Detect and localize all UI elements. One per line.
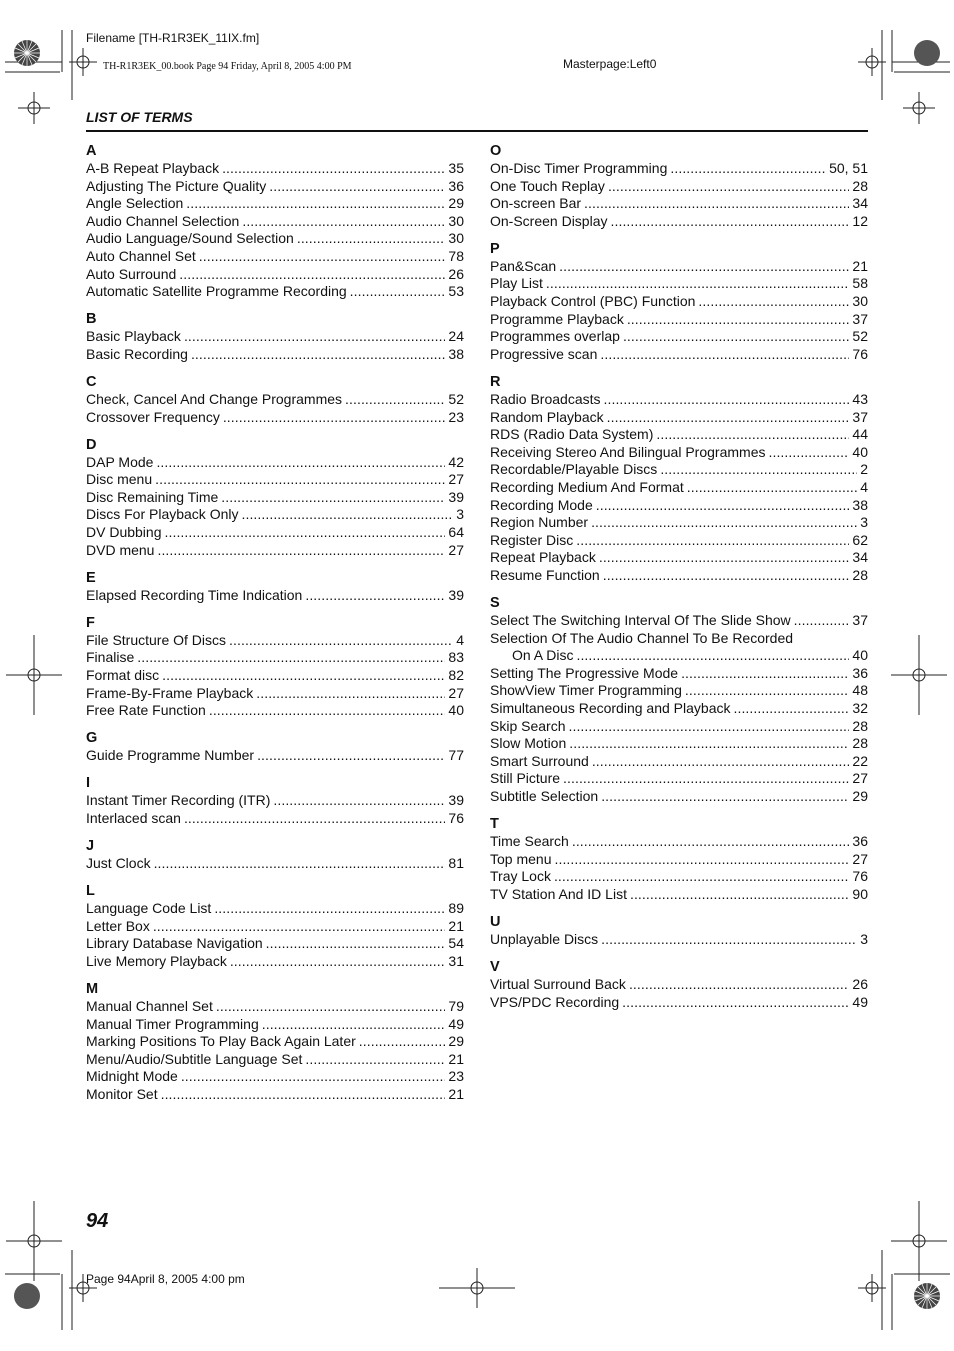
entry-term: Angle Selection <box>86 195 184 212</box>
entry-term: Auto Channel Set <box>86 247 196 264</box>
entry-term: TV Station And ID List <box>490 885 627 902</box>
entry-page: 49 <box>448 1015 464 1032</box>
entry-page: 36 <box>852 833 868 849</box>
entry-term: Automatic Satellite Programme Recording <box>86 283 347 300</box>
entry-term: Receiving Stereo And Bilingual Programmes <box>490 443 766 460</box>
entry-term: Interlaced scan <box>86 809 181 826</box>
entry-term: Subtitle Selection <box>490 787 599 804</box>
entry-page: 77 <box>448 747 464 764</box>
section-letter: T <box>490 816 499 832</box>
entry-term: File Structure Of Discs <box>86 631 227 648</box>
entry-term: Free Rate Function <box>86 702 206 719</box>
entry-page: 62 <box>852 531 868 548</box>
entry-page: 2 <box>860 461 868 478</box>
entry-term: Audio Language/Sound Selection <box>86 230 294 247</box>
entry-page: 30 <box>448 230 464 247</box>
entry-page: 78 <box>448 247 464 264</box>
entry-term: Audio Channel Selection <box>86 212 240 229</box>
entry-term: Manual Timer Programming <box>86 1015 259 1032</box>
section-letter: O <box>490 143 502 159</box>
section-letter: D <box>86 436 97 453</box>
entry-page: 24 <box>448 328 464 345</box>
entry-term: Live Memory Playback <box>86 952 227 969</box>
section-letter: U <box>490 913 501 930</box>
entry-page: 79 <box>448 998 464 1014</box>
entry-page: 64 <box>448 524 464 540</box>
entry-term: Elapsed Recording Time Indication <box>86 586 303 603</box>
entry-term: DAP Mode <box>86 453 154 470</box>
entry-page: 28 <box>852 177 868 194</box>
entry-term: Discs For Playback Only <box>86 506 239 523</box>
entry-term: Format disc <box>86 666 160 683</box>
section-letter: J <box>86 838 95 855</box>
entry-page: 37 <box>852 408 868 425</box>
section-letter: I <box>86 775 91 792</box>
entry-page: 42 <box>448 453 464 470</box>
entry-page: 32 <box>852 699 868 716</box>
entry-page: 39 <box>448 586 464 603</box>
entry-term: Radio Broadcasts <box>490 390 601 407</box>
entry-page: 83 <box>448 649 464 666</box>
entry-term: Play List <box>490 275 543 292</box>
entry-term: Adjusting The Picture Quality <box>86 177 267 194</box>
entry-term: Playback Control (PBC) Function <box>490 293 696 310</box>
entry-page: 27 <box>448 471 464 488</box>
entry-term: Time Search <box>490 833 569 849</box>
entry-page: 76 <box>852 868 868 885</box>
entry-page: 27 <box>448 541 464 558</box>
entry-term: Slow Motion <box>490 735 567 752</box>
entry-page: 28 <box>852 735 868 752</box>
entry-page: 23 <box>448 408 464 425</box>
entry-term: RDS (Radio Data System) <box>490 426 654 443</box>
entry-term: Unplayable Discs <box>490 930 599 947</box>
entry-page: 37 <box>852 310 868 327</box>
entry-page: 3 <box>456 506 464 523</box>
entry-page: 44 <box>852 426 868 443</box>
entry-term: Check, Cancel And Change Programmes <box>86 390 343 407</box>
entry-term: Programmes overlap <box>490 328 620 345</box>
page-number: 94 <box>86 1210 109 1232</box>
entry-page: 4 <box>860 478 868 495</box>
entry-page: 76 <box>448 809 464 826</box>
entry-page: 48 <box>852 682 868 699</box>
section-letter: P <box>490 240 500 257</box>
entry-page: 36 <box>448 177 464 194</box>
entry-term: On-screen Bar <box>490 195 582 212</box>
entry-term: Still Picture <box>490 770 561 787</box>
entry-page: 39 <box>448 792 464 809</box>
entry-term: Pan&Scan <box>490 257 557 274</box>
entry-term: Monitor Set <box>86 1085 158 1102</box>
entry-page: 89 <box>448 900 464 917</box>
entry-term: Progressive scan <box>490 345 598 362</box>
entry-term: Recording Medium And Format <box>490 478 684 495</box>
entry-page: 22 <box>852 752 868 769</box>
entry-page: 49 <box>852 993 868 1010</box>
entry-term: Top menu <box>490 850 552 867</box>
entry-term: Select The Switching Interval Of The Slide Show <box>490 611 791 628</box>
entry-page: 30 <box>448 212 464 229</box>
entry-page: 3 <box>860 514 868 531</box>
entry-term: Virtual Surround Back <box>490 975 626 992</box>
entry-term: A-B Repeat Playback <box>86 160 220 176</box>
section-letter: A <box>86 143 97 159</box>
section-letter: E <box>86 569 96 586</box>
entry-page: 31 <box>448 952 464 969</box>
entry-term: Skip Search <box>490 717 566 734</box>
entry-term: Menu/Audio/Subtitle Language Set <box>86 1050 303 1067</box>
entry-page: 82 <box>448 666 464 683</box>
header-masterpage: Masterpage:Left0 <box>563 57 657 71</box>
entry-term: Guide Programme Number <box>86 747 255 764</box>
entry-page: 34 <box>852 195 868 212</box>
entry-term: Crossover Frequency <box>86 408 220 425</box>
entry-page: 90 <box>852 885 868 902</box>
entry-term: Marking Positions To Play Back Again Later <box>86 1033 356 1050</box>
section-letter: S <box>490 594 500 611</box>
entry-page: 29 <box>448 1033 464 1050</box>
entry-term: Selection Of The Audio Channel To Be Recorded <box>490 629 794 646</box>
section-letter: F <box>86 614 95 631</box>
entry-page: 26 <box>852 975 868 992</box>
entry-term: Resume Function <box>490 566 600 583</box>
entry-page: 76 <box>852 345 868 362</box>
entry-page: 29 <box>448 195 464 212</box>
section-letter: L <box>86 883 95 900</box>
entry-term: Instant Timer Recording (ITR) <box>86 792 271 809</box>
entry-term: Basic Playback <box>86 328 181 345</box>
entry-term: Register Disc <box>490 531 574 548</box>
entry-term: Tray Lock <box>490 868 551 885</box>
entry-term: Random Playback <box>490 408 604 425</box>
entry-term: Recording Mode <box>490 496 593 513</box>
entry-page: 40 <box>448 702 464 719</box>
entry-page: 28 <box>852 566 868 583</box>
entry-term: Disc Remaining Time <box>86 488 219 505</box>
entry-page: 27 <box>852 850 868 867</box>
entry-page: 35 <box>448 160 464 176</box>
entry-term: Region Number <box>490 514 589 531</box>
entry-term: Simultaneous Recording and Playback <box>490 699 731 716</box>
entry-term: On-Disc Timer Programming <box>490 160 668 176</box>
entry-term: Basic Recording <box>86 345 188 362</box>
entry-page: 21 <box>448 917 464 934</box>
entry-page: 50, 51 <box>829 160 868 176</box>
entry-page: 81 <box>448 855 464 872</box>
header-filename: Filename [TH-R1R3EK_11IX.fm] <box>86 31 260 45</box>
entry-page: 38 <box>448 345 464 362</box>
entry-page: 4 <box>456 631 464 648</box>
entry-page: 30 <box>852 293 868 310</box>
entry-page: 34 <box>852 549 868 566</box>
section-letter: V <box>490 958 500 975</box>
entry-page: 3 <box>860 930 868 947</box>
entry-term: DV Dubbing <box>86 524 162 540</box>
entry-term: Auto Surround <box>86 265 177 282</box>
entry-term: Just Clock <box>86 855 151 872</box>
entry-page: 21 <box>448 1050 464 1067</box>
entry-term: Frame-By-Frame Playback <box>86 684 254 701</box>
entry-page: 54 <box>448 935 464 952</box>
footer-info: Page 94April 8, 2005 4:00 pm <box>86 1272 245 1286</box>
entry-page: 52 <box>448 390 464 407</box>
entry-page: 39 <box>448 488 464 505</box>
entry-term: Repeat Playback <box>490 549 596 566</box>
entry-page: 26 <box>448 265 464 282</box>
entry-term: One Touch Replay <box>490 177 605 194</box>
entry-term: Language Code List <box>86 900 212 917</box>
entry-term: ShowView Timer Programming <box>490 682 682 699</box>
entry-page: 27 <box>852 770 868 787</box>
entry-page: 12 <box>852 212 868 229</box>
header-book-info: TH-R1R3EK_00.book Page 94 Friday, April 8, 2005 4:00 PM <box>103 61 352 72</box>
entry-term: Recordable/Playable Discs <box>490 461 658 478</box>
entry-term: Finalise <box>86 649 135 666</box>
entry-term: On A Disc <box>512 647 574 664</box>
page-title: LIST OF TERMS <box>86 109 193 125</box>
entry-page: 27 <box>448 684 464 701</box>
entry-page: 43 <box>852 390 868 407</box>
entry-term: VPS/PDC Recording <box>490 993 620 1010</box>
section-letter: G <box>86 730 98 747</box>
entry-page: 58 <box>852 275 868 292</box>
entry-term: Smart Surround <box>490 752 589 769</box>
entry-term: Disc menu <box>86 471 153 488</box>
entry-page: 37 <box>852 611 868 628</box>
entry-term: Manual Channel Set <box>86 998 213 1014</box>
entry-page: 29 <box>852 787 868 804</box>
entry-term: Library Database Navigation <box>86 935 263 952</box>
entry-page: 36 <box>852 664 868 681</box>
section-letter: B <box>86 311 97 328</box>
entry-term: Midnight Mode <box>86 1068 178 1085</box>
entry-page: 40 <box>852 443 868 460</box>
entry-term: Letter Box <box>86 917 150 934</box>
entry-page: 23 <box>448 1068 464 1085</box>
entry-page: 38 <box>852 496 868 513</box>
section-letter: R <box>490 373 501 390</box>
section-letter: M <box>86 981 99 997</box>
entry-page: 21 <box>852 257 868 274</box>
entry-term: On-Screen Display <box>490 212 608 229</box>
section-letter: C <box>86 373 97 390</box>
entry-page: 52 <box>852 328 868 345</box>
entry-page: 21 <box>448 1085 464 1102</box>
entry-page: 53 <box>448 283 464 300</box>
entry-term: DVD menu <box>86 541 155 558</box>
entry-page: 28 <box>852 717 868 734</box>
entry-page: 40 <box>852 647 868 664</box>
entry-term: Setting The Progressive Mode <box>490 664 679 681</box>
entry-term: Programme Playback <box>490 310 624 327</box>
